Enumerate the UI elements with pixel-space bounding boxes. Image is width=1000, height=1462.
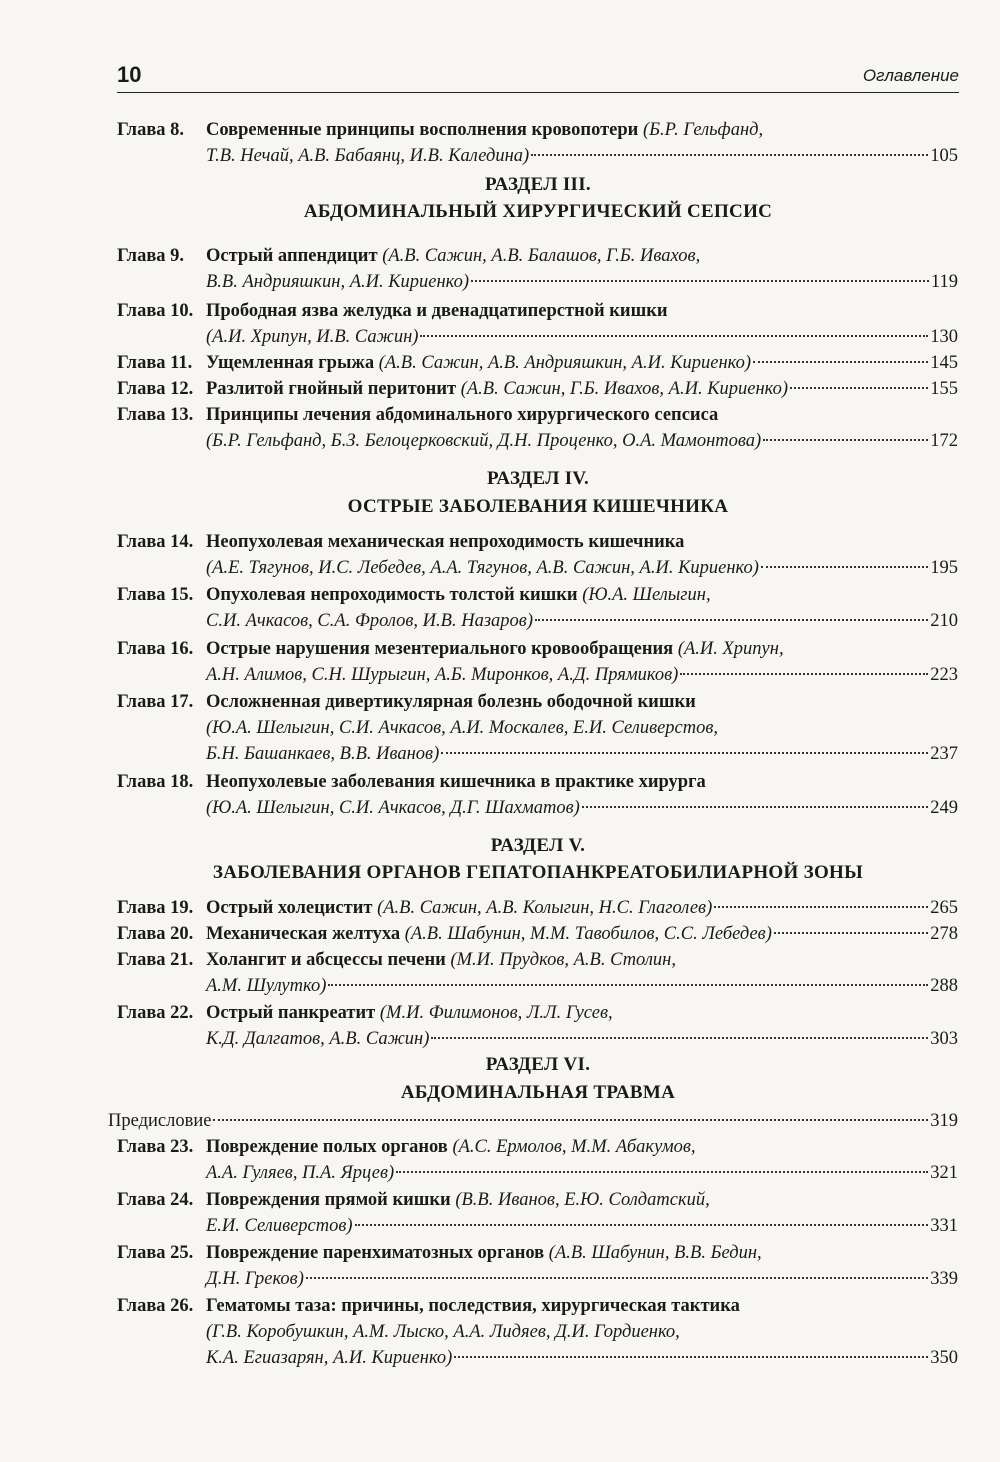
dot-leader: [355, 1224, 929, 1226]
toc-line: [206, 555, 958, 581]
toc-line: [206, 689, 958, 715]
chapter-label: Глава 12.: [117, 379, 194, 399]
chapter-title: Острые нарушения мезентериального кровообращения: [206, 639, 674, 659]
dot-leader: [471, 280, 929, 282]
page-reference[interactable]: 237: [930, 744, 958, 764]
toc-line: [206, 1293, 958, 1319]
dot-leader: [306, 1277, 928, 1279]
chapter-label: Глава 16.: [117, 639, 194, 659]
toc-line: [206, 324, 958, 350]
page-reference[interactable]: 321: [930, 1163, 958, 1183]
chapter-authors: К.А. Егиазарян, А.И. Кириенко): [206, 1348, 453, 1368]
chapter-authors: (Б.Р. Гельфанд, Б.З. Белоцерковский, Д.Н. Проценко, О.А. Мамонтова): [206, 431, 762, 451]
chapter-label: Глава 25.: [117, 1243, 194, 1263]
chapter-authors: С.И. Ачкасов, С.А. Фролов, И.В. Назаров): [206, 611, 533, 631]
toc-line: [206, 947, 958, 973]
page-reference[interactable]: 210: [930, 611, 958, 631]
section-heading: РАЗДЕЛ V.: [490, 835, 586, 856]
dot-leader: [790, 387, 928, 389]
chapter-authors: А.Н. Алимов, С.Н. Шурыгин, А.Б. Миронков, А.Д. Прямиков): [206, 665, 679, 685]
chapter-label: Глава 14.: [117, 532, 194, 552]
section-heading: АБДОМИНАЛЬНАЯ ТРАВМА: [400, 1082, 676, 1103]
toc-line: [206, 1000, 958, 1026]
dot-leader: [753, 361, 928, 363]
section-heading: РАЗДЕЛ VI.: [485, 1054, 591, 1075]
page-reference[interactable]: 331: [930, 1216, 958, 1236]
chapter-title: Неопухолевые заболевания кишечника в практике хирурга: [206, 772, 706, 792]
chapter-authors: (М.И. Прудков, А.В. Столин,: [445, 950, 676, 970]
chapter-label: Глава 18.: [117, 772, 194, 792]
section-heading: РАЗДЕЛ III.: [485, 174, 591, 195]
chapter-label: Глава 20.: [117, 924, 194, 944]
toc-line: [206, 243, 958, 269]
chapter-authors: (А.В. Сажин, А.В. Колыгин, Н.С. Глаголев): [372, 898, 713, 918]
page-reference[interactable]: 195: [930, 558, 958, 578]
chapter-authors: (Б.Р. Гельфанд,: [638, 120, 764, 140]
section-heading: ЗАБОЛЕВАНИЯ ОРГАНОВ ГЕПАТОПАНКРЕАТОБИЛИАРНОЙ ЗОНЫ: [212, 862, 864, 883]
page-reference[interactable]: 119: [930, 272, 958, 292]
chapter-label: Глава 26.: [117, 1296, 194, 1316]
chapter-authors: (А.В. Сажин, Г.Б. Ивахов, А.И. Кириенко): [456, 379, 788, 399]
chapter-title: Современные принципы восполнения кровопотери: [206, 120, 639, 140]
chapter-title: Осложненная дивертикулярная болезнь ободочной кишки: [206, 692, 696, 712]
toc-line: [206, 1134, 958, 1160]
chapter-authors: А.М. Шулутко): [206, 976, 327, 996]
toc-line: [206, 973, 958, 999]
chapter-authors: (А.В. Сажин, А.В. Балашов, Г.Б. Ивахов,: [377, 246, 701, 266]
chapter-label: Глава 22.: [117, 1003, 194, 1023]
toc-line: [206, 741, 958, 767]
toc-line: [206, 376, 958, 402]
chapter-title: Острый холецистит: [206, 898, 373, 918]
dot-leader: [582, 806, 928, 808]
toc-line: [206, 1240, 958, 1266]
chapter-label: Глава 23.: [117, 1137, 194, 1157]
toc-line: [206, 143, 958, 169]
chapter-authors: Т.В. Нечай, А.В. Бабаянц, И.В. Каледина): [206, 146, 530, 166]
chapter-authors: (А.В. Шабунин, В.В. Бедин,: [544, 1243, 762, 1263]
chapter-label: Глава 9.: [117, 246, 185, 266]
dot-leader: [714, 906, 928, 908]
dot-leader: [763, 439, 928, 441]
chapter-title: Острый панкреатит: [206, 1003, 376, 1023]
dot-leader: [454, 1356, 928, 1358]
page-reference[interactable]: 172: [930, 431, 958, 451]
toc-line: [206, 1345, 958, 1371]
page-reference[interactable]: 319: [930, 1111, 958, 1131]
toc-line: [206, 1266, 958, 1292]
chapter-label: Глава 15.: [117, 585, 194, 605]
chapter-title: Холангит и абсцессы печени: [206, 950, 446, 970]
chapter-title: Опухолевая непроходимость толстой кишки: [206, 585, 578, 605]
chapter-authors: (Г.В. Коробушкин, А.М. Лыско, А.А. Лидяев, Д.И. Гордиенко,: [206, 1322, 680, 1342]
chapter-title: Повреждения прямой кишки: [206, 1190, 451, 1210]
dot-leader: [213, 1119, 928, 1121]
chapter-authors: (А.И. Хрипун, И.В. Сажин): [206, 327, 419, 347]
dot-leader: [761, 566, 928, 568]
chapter-authors: (Ю.А. Шелыгин, С.И. Ачкасов, Д.Г. Шахматов): [206, 798, 580, 818]
toc-line: [206, 402, 958, 428]
chapter-title: Принципы лечения абдоминального хирургического сепсиса: [206, 405, 719, 425]
chapter-authors: (А.И. Хрипун,: [673, 639, 784, 659]
section-heading: АБДОМИНАЛЬНЫЙ ХИРУРГИЧЕСКИЙ СЕПСИС: [303, 201, 773, 222]
toc-line: [206, 428, 958, 454]
page-reference[interactable]: 105: [930, 146, 958, 166]
page-reference[interactable]: 223: [930, 665, 958, 685]
toc-line: [206, 1160, 958, 1186]
page-reference[interactable]: 288: [930, 976, 958, 996]
page-reference[interactable]: 339: [930, 1269, 958, 1289]
chapter-label: Глава 19.: [117, 898, 194, 918]
dot-leader: [531, 154, 928, 156]
toc-line: [206, 608, 958, 634]
toc-line: [206, 1187, 958, 1213]
toc-line: [206, 582, 958, 608]
chapter-label: Глава 13.: [117, 405, 194, 425]
toc-line: [206, 895, 958, 921]
dot-leader: [680, 673, 928, 675]
chapter-authors: (Ю.А. Шелыгин, С.И. Ачкасов, А.И. Москалев, Е.И. Селиверстов,: [206, 718, 719, 738]
chapter-title: Гематомы таза: причины, последствия, хирургическая тактика: [206, 1296, 740, 1316]
dot-leader: [774, 932, 928, 934]
page-reference[interactable]: 303: [930, 1029, 958, 1049]
chapter-label: Глава 24.: [117, 1190, 194, 1210]
chapter-authors: А.А. Гуляев, П.А. Ярцев): [206, 1163, 395, 1183]
dot-leader: [535, 619, 928, 621]
toc-line: [206, 529, 958, 555]
chapter-label: Глава 8.: [117, 120, 185, 140]
chapter-authors: К.Д. Далгатов, А.В. Сажин): [206, 1029, 430, 1049]
dot-leader: [328, 984, 928, 986]
chapter-authors: (А.В. Сажин, А.В. Андрияшкин, А.И. Кириенко): [374, 353, 751, 373]
chapter-authors: (М.И. Филимонов, Л.Л. Гусев,: [375, 1003, 613, 1023]
toc-line: [206, 769, 958, 795]
chapter-label: Глава 10.: [117, 301, 194, 321]
toc-line: [206, 117, 958, 143]
chapter-title: Прободная язва желудка и двенадцатиперстной кишки: [206, 301, 668, 321]
chapter-authors: (А.С. Ермолов, М.М. Абакумов,: [447, 1137, 696, 1157]
dot-leader: [441, 752, 928, 754]
chapter-title: Повреждение паренхиматозных органов: [206, 1243, 545, 1263]
chapter-authors: В.В. Андрияшкин, А.И. Кириенко): [206, 272, 470, 292]
page-reference[interactable]: 249: [930, 798, 958, 818]
section-heading: РАЗДЕЛ IV.: [486, 468, 590, 489]
chapter-label: Глава 11.: [117, 353, 193, 373]
toc-line: [206, 715, 958, 741]
toc-line: [206, 298, 958, 324]
chapter-authors: Д.Н. Греков): [206, 1269, 304, 1289]
page-reference[interactable]: 350: [930, 1348, 958, 1368]
chapter-label: Глава 17.: [117, 692, 194, 712]
toc-line: [206, 636, 958, 662]
chapter-title: Повреждение полых органов: [206, 1137, 448, 1157]
page-reference[interactable]: 155: [930, 379, 958, 399]
dot-leader: [431, 1037, 928, 1039]
page-header: [117, 62, 959, 93]
toc-line: [206, 921, 958, 947]
dot-leader: [396, 1171, 928, 1173]
chapter-authors: Е.И. Селиверстов): [206, 1216, 353, 1236]
chapter-authors: (А.Е. Тягунов, И.С. Лебедев, А.А. Тягунов, А.В. Сажин, А.И. Кириенко): [206, 558, 759, 578]
chapter-authors: (А.В. Шабунин, М.М. Тавобилов, С.С. Лебедев): [400, 924, 772, 944]
toc-line: [206, 350, 958, 376]
page-reference[interactable]: 278: [930, 924, 958, 944]
entry-title: Предисловие: [108, 1111, 212, 1131]
toc-line: [108, 1108, 958, 1134]
toc-line: [206, 269, 958, 295]
section-heading: ОСТРЫЕ ЗАБОЛЕВАНИЯ КИШЕЧНИКА: [347, 496, 729, 517]
chapter-authors: (Ю.А. Шелыгин,: [577, 585, 711, 605]
toc-line: [206, 1213, 958, 1239]
page-number: 10: [117, 62, 142, 87]
toc-line: [206, 795, 958, 821]
page-reference[interactable]: 130: [930, 327, 958, 347]
chapter-authors: Б.Н. Башанкаев, В.В. Иванов): [206, 744, 440, 764]
chapter-title: Разлитой гнойный перитонит: [206, 379, 457, 399]
toc-line: [206, 662, 958, 688]
chapter-title: Ущемленная грыжа: [206, 353, 375, 373]
toc-line: [206, 1026, 958, 1052]
page-reference[interactable]: 145: [930, 353, 958, 373]
chapter-title: Острый аппендицит: [206, 246, 378, 266]
chapter-label: Глава 21.: [117, 950, 194, 970]
chapter-title: Неопухолевая механическая непроходимость кишечника: [206, 532, 685, 552]
running-title: Оглавление: [862, 66, 959, 85]
chapter-title: Механическая желтуха: [206, 924, 401, 944]
dot-leader: [420, 335, 928, 337]
toc-line: [206, 1319, 958, 1345]
chapter-authors: (В.В. Иванов, Е.Ю. Солдатский,: [450, 1190, 710, 1210]
page-reference[interactable]: 265: [930, 898, 958, 918]
